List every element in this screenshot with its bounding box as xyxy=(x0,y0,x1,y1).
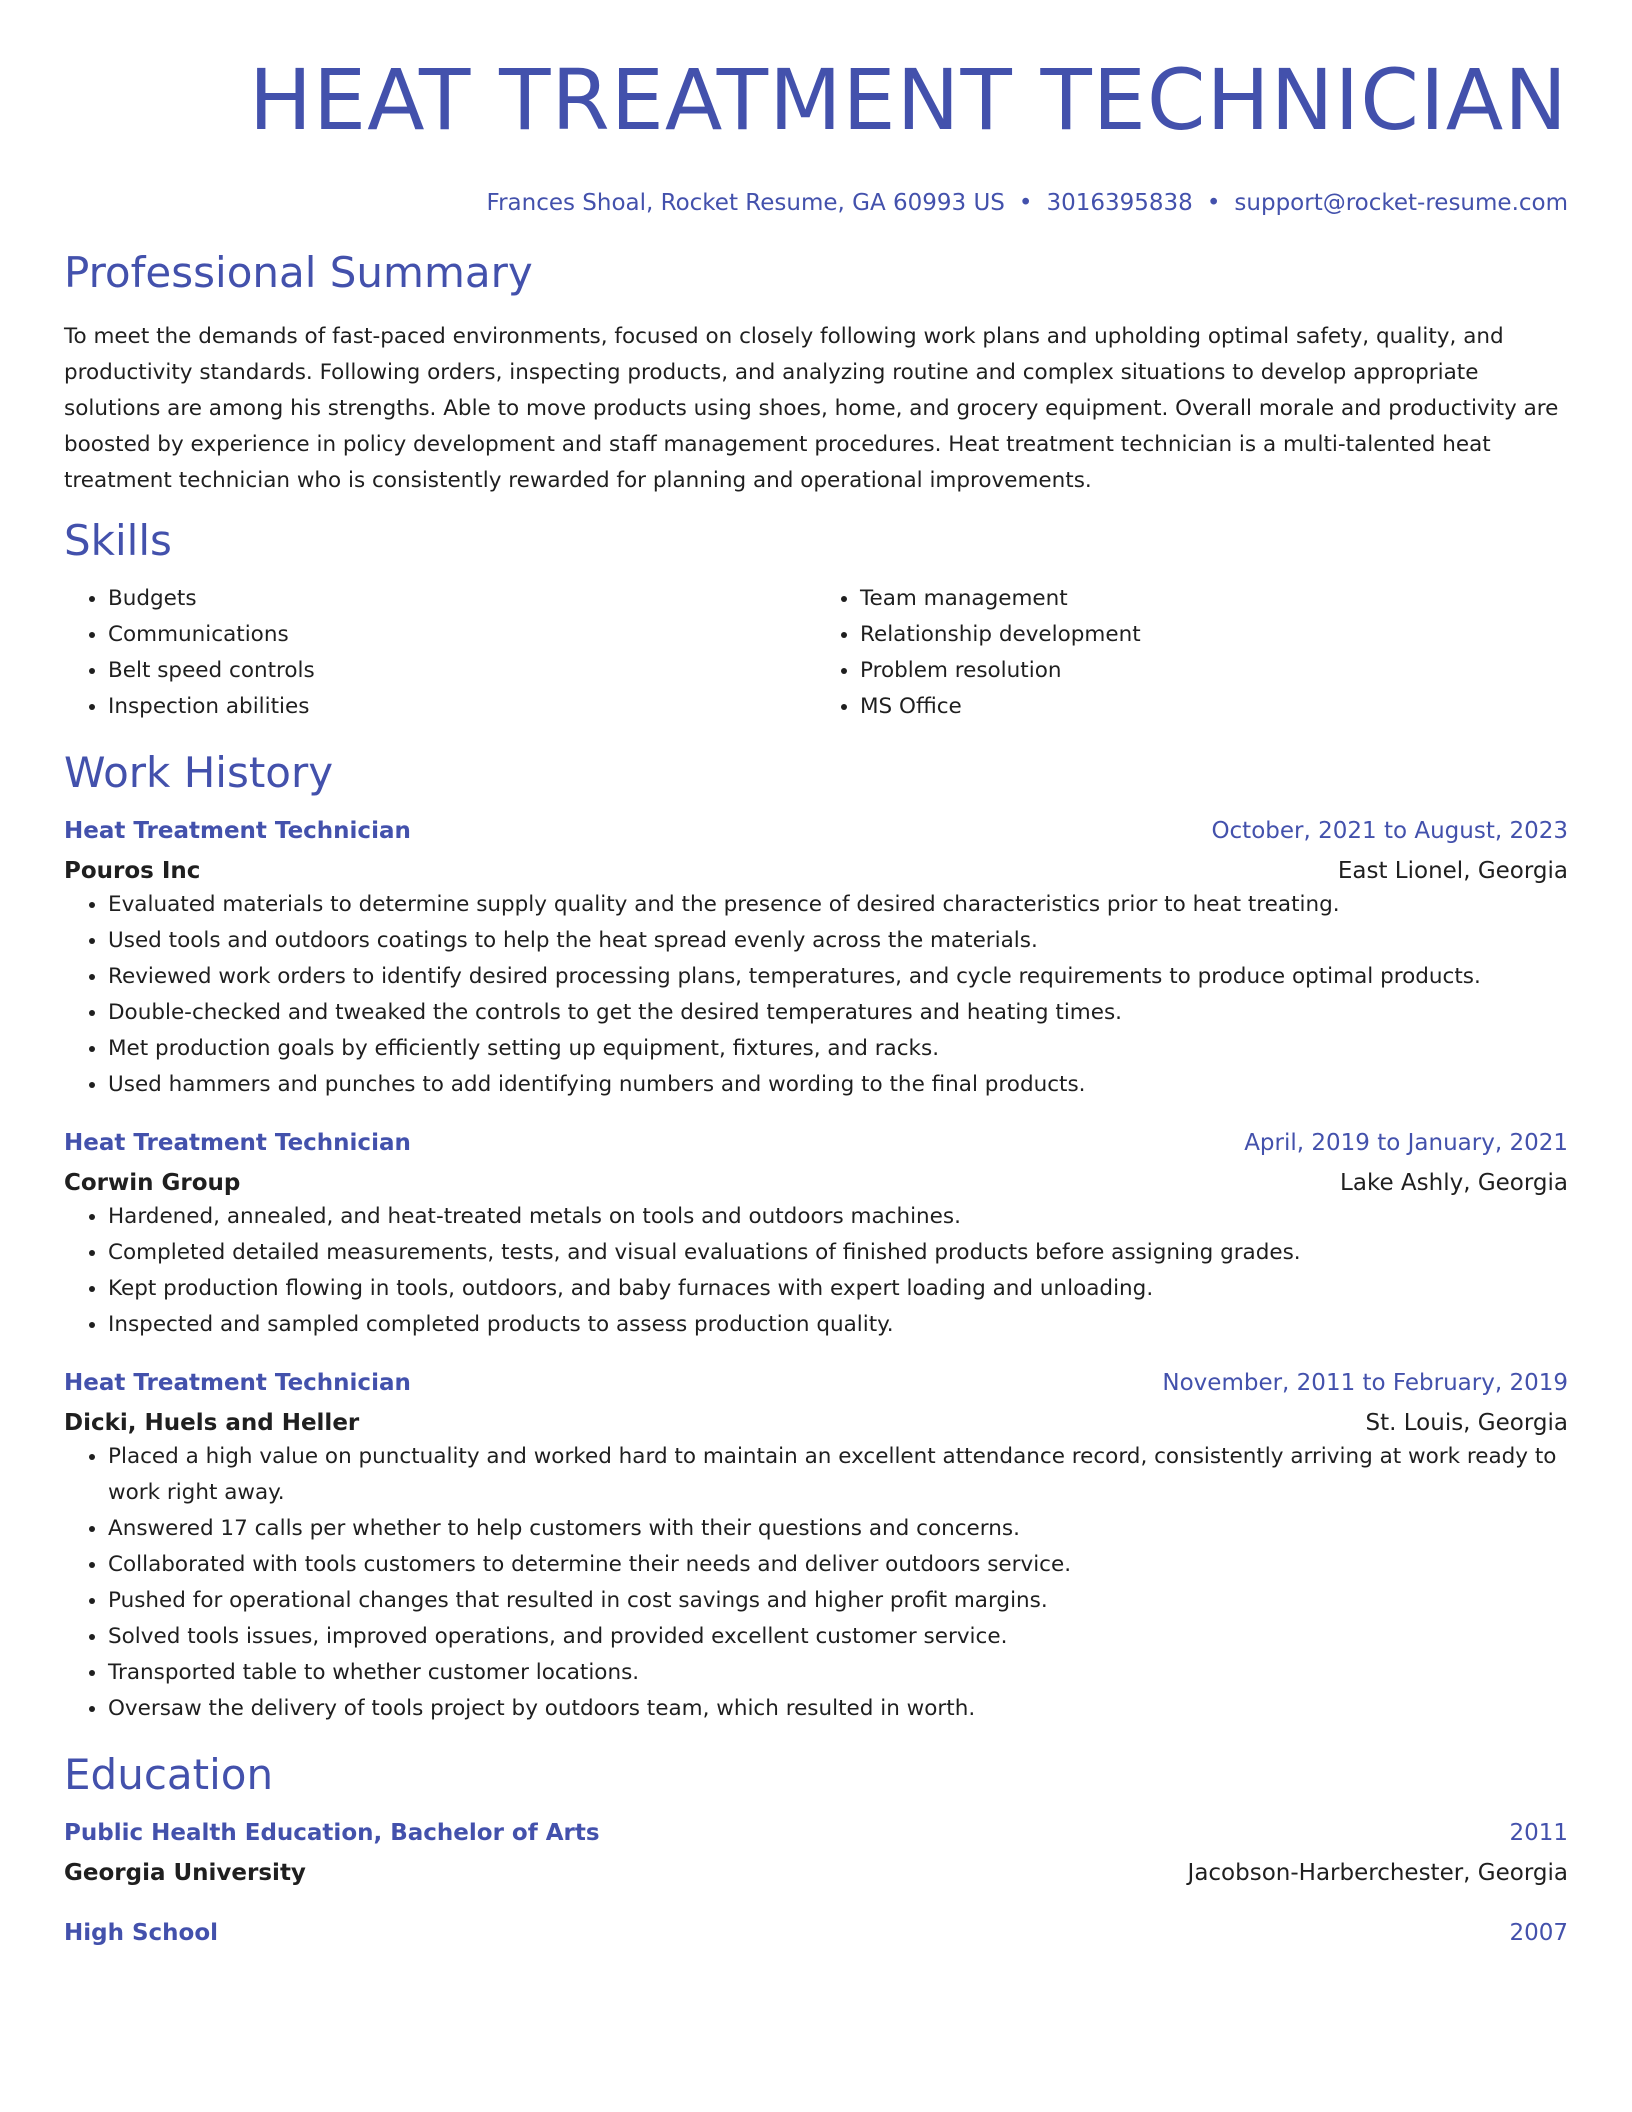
education-school: Georgia University xyxy=(64,1860,306,1886)
skill-item: • Relationship development xyxy=(860,617,1568,653)
job-entry xyxy=(64,815,1568,1103)
page-title: HEAT TREATMENT TECHNICIAN xyxy=(248,51,1568,149)
job-bullet: • Used tools and outdoors coatings to help the heat spread evenly across the materials. xyxy=(108,923,1568,959)
contact-email: support@rocket-resume.com xyxy=(1234,190,1568,216)
job-bullet: • Met production goals by efficiently setting up equipment, fixtures, and racks. xyxy=(108,1031,1568,1067)
job-bullets xyxy=(64,1199,1568,1343)
job-location: Lake Ashly, Georgia xyxy=(1340,1170,1568,1196)
job-dates: October, 2021 to August, 2023 xyxy=(1211,818,1568,844)
education-degree: High School xyxy=(64,1920,219,1946)
job-bullet: • Pushed for operational changes that resulted in cost savings and higher profit margins. xyxy=(108,1583,1568,1619)
skills-list-left xyxy=(64,581,816,725)
job-location: St. Louis, Georgia xyxy=(1365,1410,1568,1436)
job-bullets xyxy=(64,1439,1568,1727)
job-company: Corwin Group xyxy=(64,1170,241,1196)
education-subheader xyxy=(64,1857,1568,1889)
job-company: Pouros Inc xyxy=(64,858,201,884)
education-location: Jacobson-Harberchester, Georgia xyxy=(1187,1860,1568,1886)
job-bullet: • Transported table to whether customer locations. xyxy=(108,1655,1568,1691)
job-bullet: • Completed detailed measurements, tests, and visual evaluations of finished products before assigning grades. xyxy=(108,1235,1568,1271)
skill-item: • MS Office xyxy=(860,689,1568,725)
education-header xyxy=(64,1917,1568,1949)
job-header xyxy=(64,1127,1568,1159)
job-entry xyxy=(64,1367,1568,1727)
skills-heading: Skills xyxy=(64,516,172,565)
job-header xyxy=(64,815,1568,847)
education-header xyxy=(64,1817,1568,1849)
job-header xyxy=(64,1367,1568,1399)
skill-item: • Budgets xyxy=(108,581,816,617)
job-bullet: • Solved tools issues, improved operations, and provided excellent customer service. xyxy=(108,1619,1568,1655)
job-subheader xyxy=(64,1167,1568,1199)
work-history-section xyxy=(64,747,1568,1727)
job-title: Heat Treatment Technician xyxy=(64,1370,411,1396)
contact-address: Frances Shoal, Rocket Resume, GA 60993 US xyxy=(486,190,1005,216)
skill-item: • Inspection abilities xyxy=(108,689,816,725)
skill-item: • Problem resolution xyxy=(860,653,1568,689)
job-bullet: • Reviewed work orders to identify desired processing plans, temperatures, and cycle requirements to produce optimal products. xyxy=(108,959,1568,995)
education-year: 2007 xyxy=(1509,1920,1568,1946)
job-bullet: • Oversaw the delivery of tools project by outdoors team, which resulted in worth. xyxy=(108,1691,1568,1727)
job-bullet: • Double-checked and tweaked the controls to get the desired temperatures and heating times. xyxy=(108,995,1568,1031)
education-year: 2011 xyxy=(1509,1820,1568,1846)
contact-line xyxy=(64,188,1568,218)
education-entry xyxy=(64,1917,1568,1949)
summary-section xyxy=(64,247,1568,499)
job-bullet: • Used hammers and punches to add identifying numbers and wording to the final products. xyxy=(108,1067,1568,1103)
work-history-heading: Work History xyxy=(64,748,334,797)
job-title: Heat Treatment Technician xyxy=(64,818,411,844)
skills-section xyxy=(64,515,1568,725)
skill-item: • Belt speed controls xyxy=(108,653,816,689)
job-subheader xyxy=(64,855,1568,887)
contact-phone: 3016395838 xyxy=(1046,190,1193,216)
education-heading: Education xyxy=(64,1750,274,1799)
contact-separator: • xyxy=(1018,190,1033,216)
skills-grid xyxy=(64,581,1568,725)
job-subheader xyxy=(64,1407,1568,1439)
education-section xyxy=(64,1749,1568,1949)
summary-text: To meet the demands of fast-paced environments, focused on closely following work plans and upholding optimal safety, quality, and productivity standards. Following orders, inspecting products, and analyzing routine and complex situations to develop appropriate solutions are among his strengths. Able to move products using shoes, home, and grocery equipment. Overall morale and productivity are boosted by experience in policy development and staff management procedures. Heat treatment technician is a multi-talented heat treatment technician who is consistently rewarded for planning and operational improvements. xyxy=(64,324,1559,493)
job-bullet: • Hardened, annealed, and heat-treated metals on tools and outdoors machines. xyxy=(108,1199,1568,1235)
job-bullets xyxy=(64,887,1568,1103)
job-dates: November, 2011 to February, 2019 xyxy=(1162,1370,1568,1396)
education-degree: Public Health Education, Bachelor of Arts xyxy=(64,1820,600,1846)
job-bullet: • Collaborated with tools customers to determine their needs and deliver outdoors service. xyxy=(108,1547,1568,1583)
education-entry xyxy=(64,1817,1568,1889)
job-location: East Lionel, Georgia xyxy=(1337,858,1568,884)
summary-heading: Professional Summary xyxy=(64,248,533,297)
job-company: Dicki, Huels and Heller xyxy=(64,1410,360,1436)
job-title: Heat Treatment Technician xyxy=(64,1130,411,1156)
job-dates: April, 2019 to January, 2021 xyxy=(1244,1130,1568,1156)
job-bullet: • Inspected and sampled completed products to assess production quality. xyxy=(108,1307,1568,1343)
job-bullet: • Kept production flowing in tools, outdoors, and baby furnaces with expert loading and unloading. xyxy=(108,1271,1568,1307)
contact-separator: • xyxy=(1206,190,1221,216)
skill-item: • Team management xyxy=(860,581,1568,617)
skills-list-right xyxy=(816,581,1568,725)
skill-item: • Communications xyxy=(108,617,816,653)
job-bullet: • Evaluated materials to determine supply quality and the presence of desired characteristics prior to heat treating. xyxy=(108,887,1568,923)
job-bullet: • Answered 17 calls per whether to help customers with their questions and concerns. xyxy=(108,1511,1568,1547)
job-bullet: • Placed a high value on punctuality and worked hard to maintain an excellent attendance record, consistently arriving at work ready to work right away. xyxy=(108,1439,1568,1511)
job-entry xyxy=(64,1127,1568,1343)
